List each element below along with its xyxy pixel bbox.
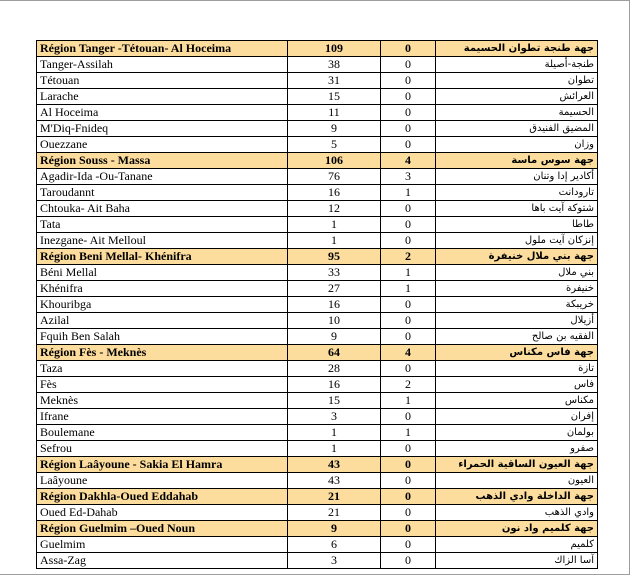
province-name-fr: Fquih Ben Salah <box>37 329 288 345</box>
province-deaths: 0 <box>381 361 436 377</box>
province-deaths: 0 <box>381 217 436 233</box>
province-name-fr: Ifrane <box>37 409 288 425</box>
region-deaths: 0 <box>381 41 436 57</box>
region-row <box>37 41 598 57</box>
province-name-fr: Sefrou <box>37 441 288 457</box>
region-name-ar: جهة بني ملال خنيفرة <box>436 249 598 265</box>
province-name-ar: تازة <box>436 361 598 377</box>
province-name-ar: طنجة-أصيلة <box>436 57 598 73</box>
region-deaths: 0 <box>381 521 436 537</box>
province-row <box>37 313 598 329</box>
regional-cases-table <box>36 40 598 569</box>
province-name-ar: وادي الذهب <box>436 505 598 521</box>
region-row <box>37 153 598 169</box>
province-total: 6 <box>288 537 381 553</box>
province-deaths: 1 <box>381 393 436 409</box>
province-name-fr: Tétouan <box>37 73 288 89</box>
region-name-fr: Région Beni Mellal- Khénifra <box>37 249 288 265</box>
province-row <box>37 233 598 249</box>
region-deaths: 2 <box>381 249 436 265</box>
province-total: 15 <box>288 89 381 105</box>
province-name-fr: Oued Ed-Dahab <box>37 505 288 521</box>
region-row <box>37 489 598 505</box>
province-name-ar: إنزكان آيت ملول <box>436 233 598 249</box>
province-total: 16 <box>288 377 381 393</box>
province-row <box>37 105 598 121</box>
province-name-fr: Tata <box>37 217 288 233</box>
province-total: 43 <box>288 473 381 489</box>
province-row <box>37 329 598 345</box>
region-total: 43 <box>288 457 381 473</box>
region-name-ar: جهة طنجة تطوان الحسيمة <box>436 41 598 57</box>
province-deaths: 1 <box>381 265 436 281</box>
province-name-fr: Fès <box>37 377 288 393</box>
province-row <box>37 265 598 281</box>
region-total: 95 <box>288 249 381 265</box>
province-deaths: 0 <box>381 233 436 249</box>
province-deaths: 0 <box>381 537 436 553</box>
province-name-ar: العيون <box>436 473 598 489</box>
province-total: 76 <box>288 169 381 185</box>
province-name-fr: Taroudannt <box>37 185 288 201</box>
province-row <box>37 553 598 569</box>
region-name-ar: جهة فاس مكناس <box>436 345 598 361</box>
province-deaths: 0 <box>381 313 436 329</box>
province-deaths: 2 <box>381 377 436 393</box>
province-total: 5 <box>288 137 381 153</box>
region-deaths: 0 <box>381 457 436 473</box>
province-row <box>37 185 598 201</box>
province-deaths: 0 <box>381 441 436 457</box>
province-deaths: 0 <box>381 329 436 345</box>
province-name-fr: Al Hoceima <box>37 105 288 121</box>
province-deaths: 3 <box>381 169 436 185</box>
region-name-fr: Région Laâyoune - Sakia El Hamra <box>37 457 288 473</box>
province-total: 12 <box>288 201 381 217</box>
province-row <box>37 473 598 489</box>
province-row <box>37 537 598 553</box>
province-row <box>37 137 598 153</box>
province-name-fr: Inezgane- Ait Melloul <box>37 233 288 249</box>
region-row <box>37 521 598 537</box>
province-row <box>37 121 598 137</box>
province-total: 31 <box>288 73 381 89</box>
province-name-fr: Ouezzane <box>37 137 288 153</box>
region-name-fr: Région Fès - Meknès <box>37 345 288 361</box>
province-row <box>37 217 598 233</box>
province-name-fr: Azilal <box>37 313 288 329</box>
province-deaths: 1 <box>381 425 436 441</box>
province-total: 3 <box>288 409 381 425</box>
province-row <box>37 169 598 185</box>
province-deaths: 0 <box>381 473 436 489</box>
province-name-ar: الحسيمة <box>436 105 598 121</box>
province-name-ar: تطوان <box>436 73 598 89</box>
region-name-ar: جهة الداخلة وادي الذهب <box>436 489 598 505</box>
province-name-ar: مكناس <box>436 393 598 409</box>
province-name-fr: Boulemane <box>37 425 288 441</box>
province-name-ar: خريبكة <box>436 297 598 313</box>
province-total: 10 <box>288 313 381 329</box>
province-name-fr: Agadir-Ida -Ou-Tanane <box>37 169 288 185</box>
region-name-ar: جهة العيون الساقية الحمراء <box>436 457 598 473</box>
province-name-ar: طاطا <box>436 217 598 233</box>
province-total: 27 <box>288 281 381 297</box>
province-name-fr: Meknès <box>37 393 288 409</box>
province-name-ar: المضيق الفنيدق <box>436 121 598 137</box>
province-name-ar: العرائش <box>436 89 598 105</box>
province-deaths: 0 <box>381 137 436 153</box>
region-total: 109 <box>288 41 381 57</box>
province-name-fr: Chtouka- Ait Baha <box>37 201 288 217</box>
province-total: 15 <box>288 393 381 409</box>
region-total: 9 <box>288 521 381 537</box>
province-total: 9 <box>288 121 381 137</box>
province-row <box>37 505 598 521</box>
province-deaths: 0 <box>381 201 436 217</box>
region-name-fr: Région Tanger -Tétouan- Al Hoceima <box>37 41 288 57</box>
province-deaths: 0 <box>381 505 436 521</box>
region-row <box>37 457 598 473</box>
province-row <box>37 73 598 89</box>
region-name-fr: Région Souss - Massa <box>37 153 288 169</box>
province-name-ar: خنيفرة <box>436 281 598 297</box>
province-name-ar: بني ملال <box>436 265 598 281</box>
region-deaths: 4 <box>381 153 436 169</box>
province-total: 3 <box>288 553 381 569</box>
province-total: 16 <box>288 185 381 201</box>
province-deaths: 0 <box>381 89 436 105</box>
province-name-ar: أزيلال <box>436 313 598 329</box>
province-name-fr: Assa-Zag <box>37 553 288 569</box>
province-row <box>37 361 598 377</box>
province-deaths: 0 <box>381 121 436 137</box>
province-name-fr: Larache <box>37 89 288 105</box>
province-total: 21 <box>288 505 381 521</box>
province-row <box>37 281 598 297</box>
province-row <box>37 409 598 425</box>
province-deaths: 0 <box>381 73 436 89</box>
region-name-ar: جهة كلميم واد نون <box>436 521 598 537</box>
province-total: 33 <box>288 265 381 281</box>
province-name-ar: وزان <box>436 137 598 153</box>
province-total: 11 <box>288 105 381 121</box>
region-deaths: 0 <box>381 489 436 505</box>
province-name-fr: Béni Mellal <box>37 265 288 281</box>
province-deaths: 0 <box>381 409 436 425</box>
province-name-ar: صفرو <box>436 441 598 457</box>
province-name-fr: M'Diq-Fnideq <box>37 121 288 137</box>
region-name-ar: جهة سوس ماسة <box>436 153 598 169</box>
province-deaths: 1 <box>381 281 436 297</box>
province-name-fr: Khouribga <box>37 297 288 313</box>
region-total: 21 <box>288 489 381 505</box>
region-deaths: 4 <box>381 345 436 361</box>
province-row <box>37 201 598 217</box>
province-name-fr: Taza <box>37 361 288 377</box>
province-total: 1 <box>288 233 381 249</box>
province-name-fr: Guelmim <box>37 537 288 553</box>
province-deaths: 0 <box>381 105 436 121</box>
province-row <box>37 377 598 393</box>
province-total: 1 <box>288 441 381 457</box>
region-total: 64 <box>288 345 381 361</box>
province-name-fr: Tanger-Assilah <box>37 57 288 73</box>
province-total: 1 <box>288 217 381 233</box>
province-name-ar: بولمان <box>436 425 598 441</box>
province-row <box>37 425 598 441</box>
province-total: 1 <box>288 425 381 441</box>
province-name-ar: آسا الزاك <box>436 553 598 569</box>
province-total: 38 <box>288 57 381 73</box>
province-row <box>37 89 598 105</box>
province-deaths: 1 <box>381 185 436 201</box>
region-row <box>37 345 598 361</box>
province-name-ar: تارودانت <box>436 185 598 201</box>
province-deaths: 0 <box>381 553 436 569</box>
province-name-fr: Laâyoune <box>37 473 288 489</box>
province-deaths: 0 <box>381 57 436 73</box>
region-name-fr: Région Guelmim –Oued Noun <box>37 521 288 537</box>
province-name-ar: فاس <box>436 377 598 393</box>
province-row <box>37 297 598 313</box>
region-total: 106 <box>288 153 381 169</box>
region-name-fr: Région Dakhla-Oued Eddahab <box>37 489 288 505</box>
province-deaths: 0 <box>381 297 436 313</box>
province-row <box>37 393 598 409</box>
region-row <box>37 249 598 265</box>
province-total: 28 <box>288 361 381 377</box>
province-row <box>37 57 598 73</box>
province-name-ar: كلميم <box>436 537 598 553</box>
province-name-ar: إفران <box>436 409 598 425</box>
province-name-ar: شتوكة آيت باها <box>436 201 598 217</box>
province-name-ar: الفقيه بن صالح <box>436 329 598 345</box>
province-total: 9 <box>288 329 381 345</box>
table-body <box>37 41 598 569</box>
province-row <box>37 441 598 457</box>
province-total: 16 <box>288 297 381 313</box>
province-name-ar: أكادير إدا وتنان <box>436 169 598 185</box>
province-name-fr: Khénifra <box>37 281 288 297</box>
